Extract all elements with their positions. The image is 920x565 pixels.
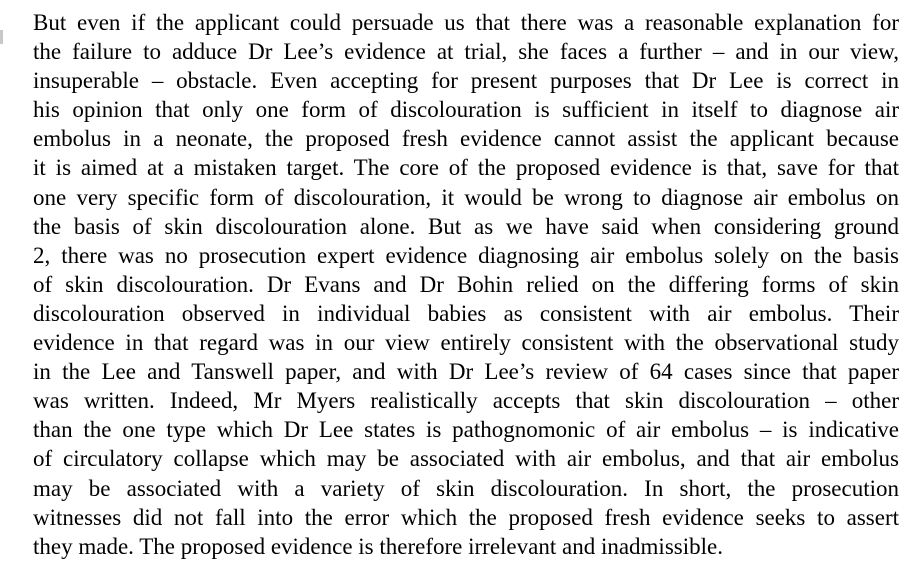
paragraph-line: his opinion that only one form of discolouration is sufficient in itself to diagnose air <box>33 97 899 123</box>
paragraph-line: than the one type which Dr Lee states is pathognomonic of air embolus – is indicative <box>33 417 899 443</box>
paragraph-line: was written. Indeed, Mr Myers realistically accepts that skin discolouration – other <box>33 388 899 414</box>
paragraph-line: evidence in that regard was in our view entirely consistent with the observational study <box>33 330 899 356</box>
paragraph-line: in the Lee and Tanswell paper, and with Dr Lee’s review of 64 cases since that paper <box>33 359 899 385</box>
paragraph-line: But even if the applicant could persuade us that there was a reasonable explanation for <box>33 10 899 35</box>
paragraph-line: discolouration observed in individual babies as consistent with air embolus. Their <box>33 300 899 326</box>
paragraph-line: it is aimed at a mistaken target. The core of the proposed evidence is that, save for that <box>33 155 899 181</box>
judgment-paragraph <box>33 8 899 561</box>
paragraph-line: 2, there was no prosecution expert evidence diagnosing air embolus solely on the basis <box>33 242 899 268</box>
paragraph-line: the basis of skin discolouration alone. But as we have said when considering ground <box>33 213 899 239</box>
paragraph-line: insuperable – obstacle. Even accepting for present purposes that Dr Lee is correct in <box>33 68 899 94</box>
margin-marker <box>0 30 3 44</box>
paragraph-line: one very specific form of discolouration, it would be wrong to diagnose air embolus on <box>33 184 899 210</box>
paragraph-line: the failure to adduce Dr Lee’s evidence at trial, she faces a further – and in our view, <box>33 39 899 65</box>
paragraph-line: witnesses did not fall into the error which the proposed fresh evidence seeks to assert <box>33 504 899 530</box>
paragraph-line: of circulatory collapse which may be associated with air embolus, and that air embolus <box>33 446 899 472</box>
paragraph-line: may be associated with a variety of skin discolouration. In short, the prosecution <box>33 475 899 501</box>
paragraph-line: they made. The proposed evidence is therefore irrelevant and inadmissible. <box>33 533 723 559</box>
paragraph-line: of skin discolouration. Dr Evans and Dr Bohin relied on the differing forms of skin <box>33 271 899 297</box>
paragraph-line: embolus in a neonate, the proposed fresh evidence cannot assist the applicant because <box>33 126 899 152</box>
